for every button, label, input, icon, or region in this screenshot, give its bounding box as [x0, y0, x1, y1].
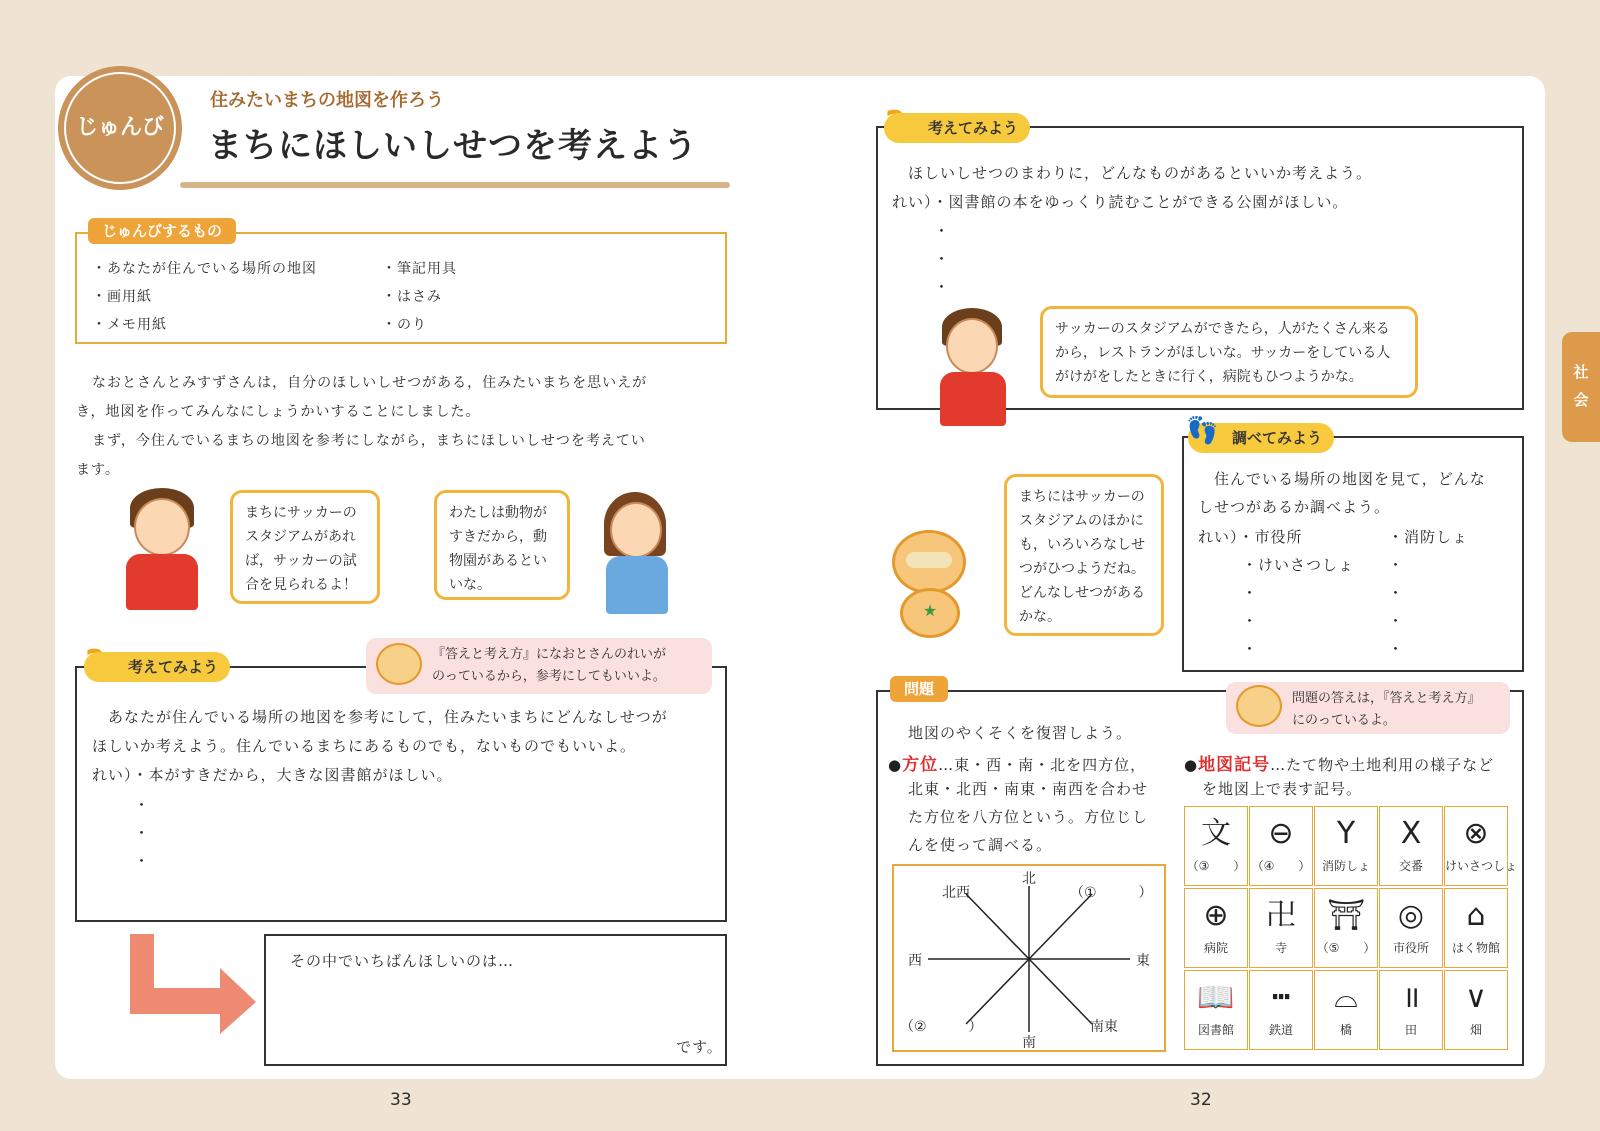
answer-end: です。	[676, 1038, 723, 1056]
map-symbol: ⊖ （④ ）	[1249, 806, 1313, 886]
railway-icon: ┅	[1271, 980, 1291, 1015]
map-symbol: 📖 図書館	[1184, 970, 1248, 1050]
page-number: 33	[390, 1090, 412, 1110]
problem-intro: 地図のやくそくを復習しよう。	[908, 724, 1133, 742]
think-tab: 考えてみよう	[884, 113, 1030, 143]
map-symbol: ┅ 鉄道	[1249, 970, 1313, 1050]
robot-speech-bubble: まちにはサッカーの スタジアムのほかに も，いろいろなしせ つがひつようだね。 どんなしせつがある かな。	[1004, 474, 1164, 636]
prep-item: ・メモ用紙	[92, 317, 167, 333]
badge-label: じゅんび	[75, 115, 164, 140]
boy-illustration	[934, 308, 1024, 428]
research-item: ・消防しょ	[1388, 528, 1469, 546]
hospital-icon: ⊕	[1203, 898, 1229, 933]
subject-side-tab: 社 会	[1562, 332, 1600, 442]
prep-item: ・のり	[382, 317, 427, 333]
blank-dot: ・	[1388, 612, 1405, 630]
shrine-icon: ⛩	[1326, 898, 1366, 933]
post-office-icon: ⊖	[1268, 816, 1294, 851]
junbi-badge-inner	[66, 74, 174, 182]
map-symbol: ⊗ けいさつしょ	[1444, 806, 1508, 886]
map-symbol: ⛩ （⑤ ）	[1314, 888, 1378, 968]
hint-note: 『答えと考え方』になおとさんのれいが のっているから，参考にしてもいいよ。	[366, 638, 712, 694]
blank-dot: ・	[934, 278, 951, 296]
compass-northeast-blank: （① ）	[1070, 885, 1153, 901]
page-subtitle: 住みたいまちの地図を作ろう	[210, 90, 444, 111]
map-symbol: ⊕ 病院	[1184, 888, 1248, 968]
think-tab: 考えてみよう	[84, 652, 230, 682]
map-symbol: ◎ 市役所	[1379, 888, 1443, 968]
compass-south: 南	[1022, 1035, 1036, 1051]
research-tab: 調べてみよう	[1188, 423, 1334, 453]
compass-west: 西	[908, 953, 922, 969]
hint-note: 問題の答えは，『答えと考え方』 にのっているよ。	[1226, 682, 1510, 734]
answer-prompt: その中でいちばんほしいのは…	[290, 952, 515, 970]
map-symbol: 文 （③ ）	[1184, 806, 1248, 886]
think-line: ほしいか考えよう。住んでいるまちにあるものでも，ないものでもいいよ。	[92, 737, 637, 755]
map-symbol: ∨ 畑	[1444, 970, 1508, 1050]
map-symbol: ⌓ 橋	[1314, 970, 1378, 1050]
compass-east: 東	[1136, 953, 1150, 969]
research-item: ・	[1388, 556, 1405, 574]
think-box	[75, 666, 727, 922]
prep-item: ・あなたが住んでいる場所の地図	[92, 261, 317, 277]
footprint-icon: 👣	[1186, 416, 1219, 446]
boy-illustration	[122, 488, 222, 612]
girl-illustration	[600, 492, 680, 616]
farm-field-icon: ∨	[1465, 980, 1487, 1015]
map-symbol: Y 消防しょ	[1314, 806, 1378, 886]
think-line: あなたが住んでいる場所の地図を参考にして，住みたいまちにどんなしせつが	[108, 708, 668, 726]
map-symbol: ॥ 田	[1379, 970, 1443, 1050]
bridge-icon: ⌓	[1334, 980, 1358, 1015]
compass-southwest-blank: （② ）	[900, 1019, 983, 1035]
map-symbol: X 交番	[1379, 806, 1443, 886]
prep-item: ・はさみ	[382, 289, 442, 305]
symbol-term: ●地図記号…たて物や土地利用の様子など	[1184, 755, 1495, 775]
compass-northwest: 北西	[942, 885, 970, 901]
compass-north: 北	[1022, 871, 1036, 887]
blank-dot: ・	[134, 852, 151, 870]
blank-dot: ・	[1242, 612, 1259, 630]
prep-item: ・筆記用具	[382, 261, 457, 277]
research-item: ・けいさつしょ	[1242, 556, 1355, 574]
museum-icon: ⌂	[1466, 898, 1486, 933]
page-title: まちにほしいしせつを考えよう	[208, 126, 698, 166]
research-line: しせつがあるか調べよう。	[1198, 498, 1391, 516]
page-number: 32	[1190, 1090, 1212, 1110]
intro-line: なおとさんとみすずさんは，自分のほしいしせつがある，住みたいまちを思いえが	[92, 375, 648, 391]
girl-speech-bubble: わたしは動物が すきだから，動 物園があるとい いな。	[434, 490, 570, 600]
fire-station-icon: Y	[1336, 816, 1356, 851]
robot-icon	[1236, 685, 1282, 727]
blank-dot: ・	[934, 250, 951, 268]
prep-tab: じゅんびするもの	[88, 218, 236, 244]
blank-dot: ・	[1388, 584, 1405, 602]
blank-dot: ・	[134, 796, 151, 814]
symbol-line: を地図上で表す記号。	[1202, 780, 1363, 798]
boy-speech-bubble: サッカーのスタジアムができたら，人がたくさん来る から，レストランがほしいな。サッカーをしている人 がけがをしたときに行く，病院もひつようかな。	[1040, 306, 1418, 398]
blank-dot: ・	[134, 824, 151, 842]
title-underline	[180, 182, 730, 188]
robot-illustration: ★	[880, 530, 980, 640]
compass-southeast: 南東	[1090, 1019, 1118, 1035]
symbol-grid	[1184, 806, 1518, 1052]
blank-dot: ・	[1242, 584, 1259, 602]
police-station-icon: ⊗	[1463, 816, 1489, 851]
map-symbol: ⌂ はく物館	[1444, 888, 1508, 968]
direction-line: 北東・北西・南東・南西を合わせ	[908, 780, 1149, 798]
think-line: ほしいしせつのまわりに，どんなものがあるといいか考えよう。	[908, 164, 1373, 182]
robot-icon	[376, 643, 422, 685]
direction-line: んを使って調べる。	[908, 836, 1053, 854]
library-icon: 📖	[1197, 980, 1235, 1015]
think-example: れい）・本がすきだから，大きな図書館がほしい。	[92, 766, 453, 784]
direction-term: ●方位…東・西・南・北を四方位，	[888, 755, 1147, 775]
school-icon: 文	[1201, 816, 1231, 851]
problem-tab: 問題	[890, 676, 948, 702]
city-hall-icon: ◎	[1397, 898, 1425, 933]
intro-line: ます。	[76, 462, 120, 478]
prep-item: ・画用紙	[92, 289, 152, 305]
arrow-icon	[120, 934, 260, 1034]
temple-icon: 卍	[1266, 898, 1296, 933]
boy-speech-bubble: まちにサッカーの スタジアムがあれ ば，サッカーの試 合を見られるよ！	[230, 490, 380, 604]
intro-line: まず，今住んでいるまちの地図を参考にしながら，まちにほしいしせつを考えてい	[92, 433, 646, 449]
research-line: 住んでいる場所の地図を見て，どんな	[1214, 470, 1486, 488]
intro-line: き，地図を作ってみんなにしょうかいすることにしました。	[76, 404, 481, 420]
direction-line: た方位を八方位という。方位じし	[908, 808, 1149, 826]
rice-field-icon: ॥	[1402, 980, 1420, 1015]
police-box-icon: X	[1400, 816, 1422, 851]
research-example: れい）・市役所	[1198, 528, 1303, 546]
blank-dot: ・	[934, 222, 951, 240]
blank-dot: ・	[1242, 640, 1259, 658]
map-symbol: 卍 寺	[1249, 888, 1313, 968]
think-example: れい）・図書館の本をゆっくり読むことができる公園がほしい。	[892, 193, 1349, 211]
blank-dot: ・	[1388, 640, 1405, 658]
